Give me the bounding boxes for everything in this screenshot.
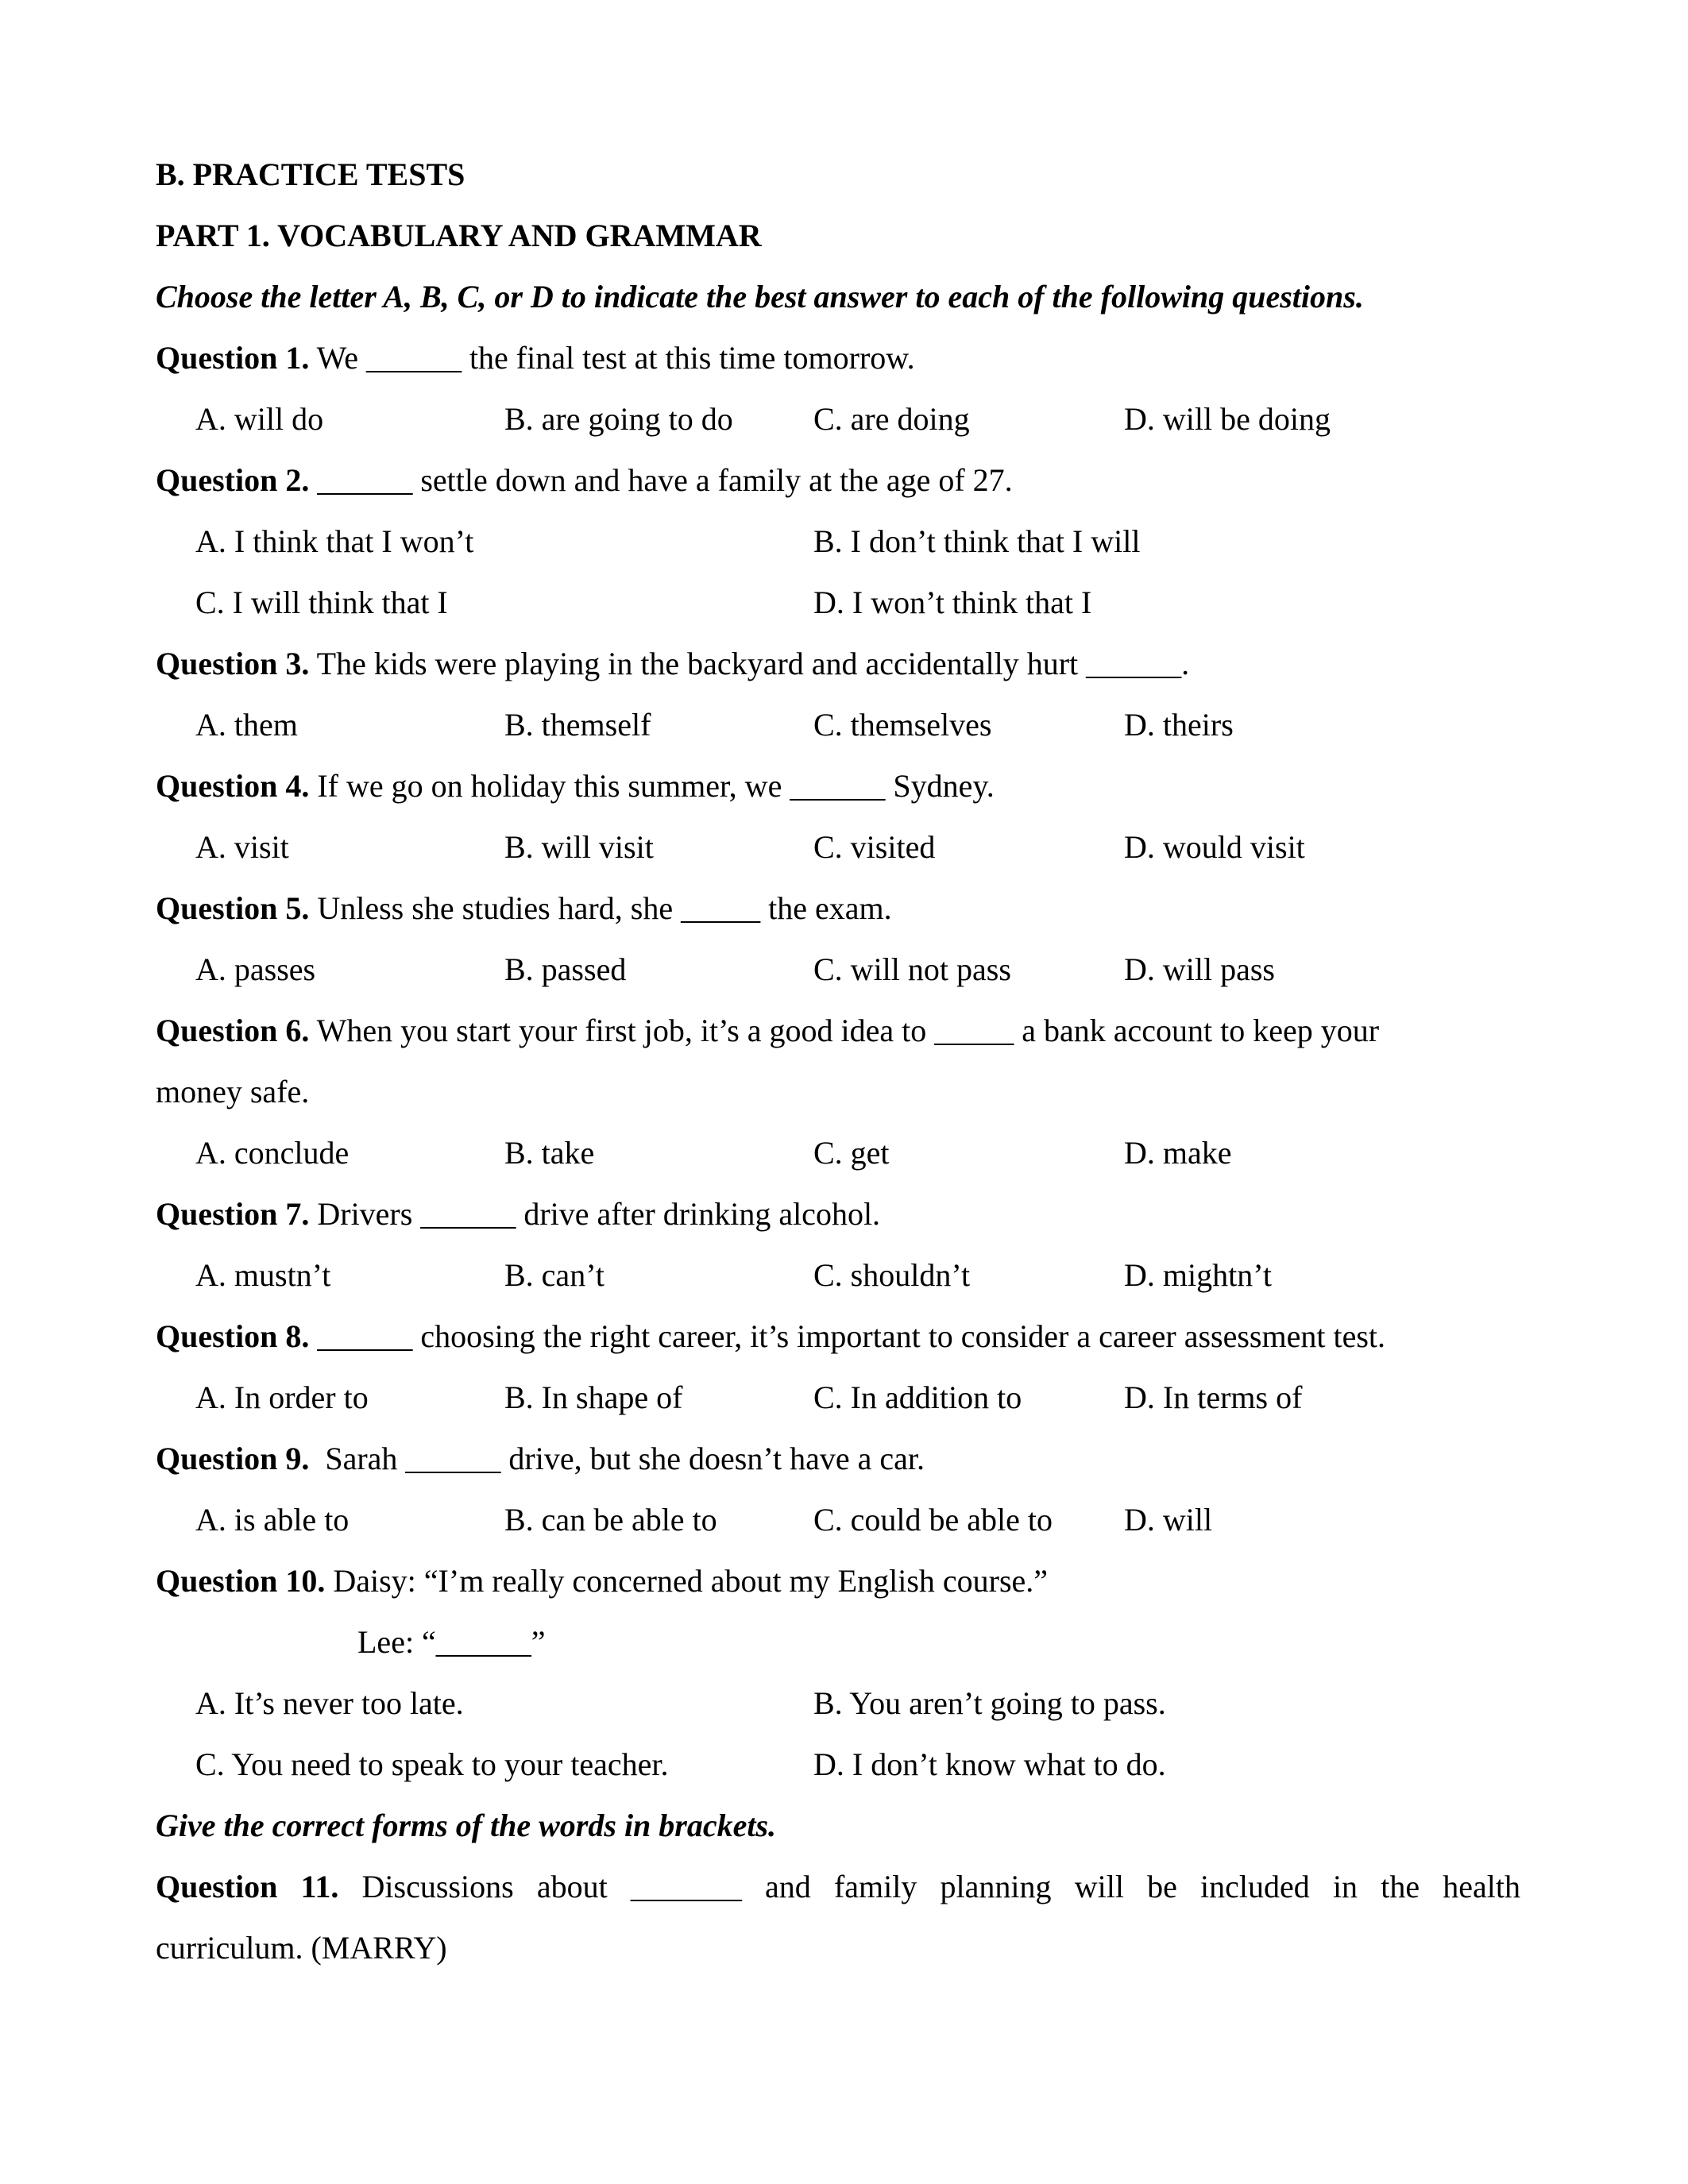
option-c[interactable]: C. You need to speak to your teacher.: [195, 1746, 669, 1782]
question-label: Question 8.: [156, 1318, 310, 1354]
option-a[interactable]: A. conclude: [195, 1135, 350, 1171]
option-c[interactable]: C. get: [813, 1135, 890, 1171]
question-label: Question 11.: [156, 1869, 339, 1904]
question-label: Question 3.: [156, 646, 310, 681]
question-7: [156, 1195, 880, 1233]
option-c[interactable]: C. are doing: [813, 401, 970, 437]
question-text: When you start your first job, it’s a good idea to _____ a bank account to keep your: [309, 1013, 1380, 1048]
option-b[interactable]: B. themself: [504, 707, 651, 743]
option-d[interactable]: D. make: [1124, 1135, 1232, 1171]
question-11: [156, 1868, 1520, 1906]
question-text: Sarah ______ drive, but she doesn’t have a car.: [309, 1441, 925, 1476]
question-10: [156, 1562, 1048, 1600]
question-text: If we go on holiday this summer, we ______ Sydney.: [309, 768, 995, 804]
question-label: Question 6.: [156, 1013, 310, 1048]
option-b[interactable]: B. are going to do: [504, 401, 733, 437]
option-d[interactable]: D. I won’t think that I: [813, 585, 1092, 620]
question-text: We ______ the final test at this time tomorrow.: [309, 340, 915, 376]
question-label: Question 5.: [156, 890, 310, 926]
option-b[interactable]: B. You aren’t going to pass.: [813, 1685, 1166, 1721]
question-text: Daisy: “I’m really concerned about my English course.”: [325, 1563, 1049, 1599]
option-b[interactable]: B. take: [504, 1135, 595, 1171]
option-a[interactable]: A. passes: [195, 951, 316, 987]
option-c[interactable]: C. themselves: [813, 707, 992, 743]
section-title: B. PRACTICE TESTS: [156, 156, 465, 192]
question-3: [156, 645, 1189, 683]
option-c[interactable]: C. I will think that I: [195, 585, 448, 620]
question-4: [156, 767, 995, 805]
option-c[interactable]: C. could be able to: [813, 1502, 1053, 1538]
option-a[interactable]: A. them: [195, 707, 298, 743]
option-d[interactable]: D. will pass: [1124, 951, 1275, 987]
option-b[interactable]: B. I don’t think that I will: [813, 523, 1141, 559]
option-a[interactable]: A. visit: [195, 829, 289, 865]
option-d[interactable]: D. In terms of: [1124, 1379, 1303, 1415]
question-6-continuation: money safe.: [156, 1074, 310, 1109]
option-d[interactable]: D. will: [1124, 1502, 1213, 1538]
question-10-response-line: Lee: “______”: [357, 1624, 546, 1660]
instruction-word-form: Give the correct forms of the words in brackets.: [156, 1808, 777, 1843]
instruction-multiple-choice: Choose the letter A, B, C, or D to indicate the best answer to each of the following questions.: [156, 279, 1364, 314]
option-d[interactable]: D. would visit: [1124, 829, 1305, 865]
option-d[interactable]: D. I don’t know what to do.: [813, 1746, 1166, 1782]
option-b[interactable]: B. In shape of: [504, 1379, 683, 1415]
option-c[interactable]: C. In addition to: [813, 1379, 1022, 1415]
option-b[interactable]: B. passed: [504, 951, 627, 987]
option-b[interactable]: B. will visit: [504, 829, 654, 865]
question-label: Question 7.: [156, 1196, 310, 1232]
question-8: [156, 1318, 1385, 1356]
question-text: Drivers ______ drive after drinking alcohol.: [309, 1196, 881, 1232]
question-label: Question 1.: [156, 340, 310, 376]
question-1: [156, 339, 915, 377]
option-b[interactable]: B. can be able to: [504, 1502, 717, 1538]
option-a[interactable]: A. mustn’t: [195, 1257, 331, 1293]
question-text: The kids were playing in the backyard and accidentally hurt ______.: [309, 646, 1190, 681]
question-11-continuation: curriculum. (MARRY): [156, 1930, 447, 1966]
question-5: [156, 889, 892, 928]
question-label: Question 9.: [156, 1441, 310, 1476]
option-a[interactable]: A. In order to: [195, 1379, 369, 1415]
option-c[interactable]: C. visited: [813, 829, 936, 865]
question-label: Question 10.: [156, 1563, 326, 1599]
part-title: PART 1. VOCABULARY AND GRAMMAR: [156, 218, 762, 253]
question-text: Discussions about _______ and family planning will be included in the health: [361, 1869, 1521, 1904]
question-6: [156, 1012, 1379, 1050]
question-text: ______ choosing the right career, it’s important to consider a career assessment test.: [309, 1318, 1386, 1354]
option-b[interactable]: B. can’t: [504, 1257, 605, 1293]
option-a[interactable]: A. is able to: [195, 1502, 350, 1538]
question-label: Question 4.: [156, 768, 310, 804]
question-label: Question 2.: [156, 462, 310, 498]
question-text: ______ settle down and have a family at the age of 27.: [309, 462, 1013, 498]
question-2: [156, 461, 1013, 500]
option-c[interactable]: C. will not pass: [813, 951, 1011, 987]
question-9: [156, 1440, 925, 1478]
option-a[interactable]: A. I think that I won’t: [195, 523, 474, 559]
option-a[interactable]: A. will do: [195, 401, 324, 437]
option-d[interactable]: D. mightn’t: [1124, 1257, 1272, 1293]
question-text: Unless she studies hard, she _____ the exam.: [309, 890, 892, 926]
option-c[interactable]: C. shouldn’t: [813, 1257, 971, 1293]
option-a[interactable]: A. It’s never too late.: [195, 1685, 464, 1721]
option-d[interactable]: D. theirs: [1124, 707, 1234, 743]
option-d[interactable]: D. will be doing: [1124, 401, 1331, 437]
